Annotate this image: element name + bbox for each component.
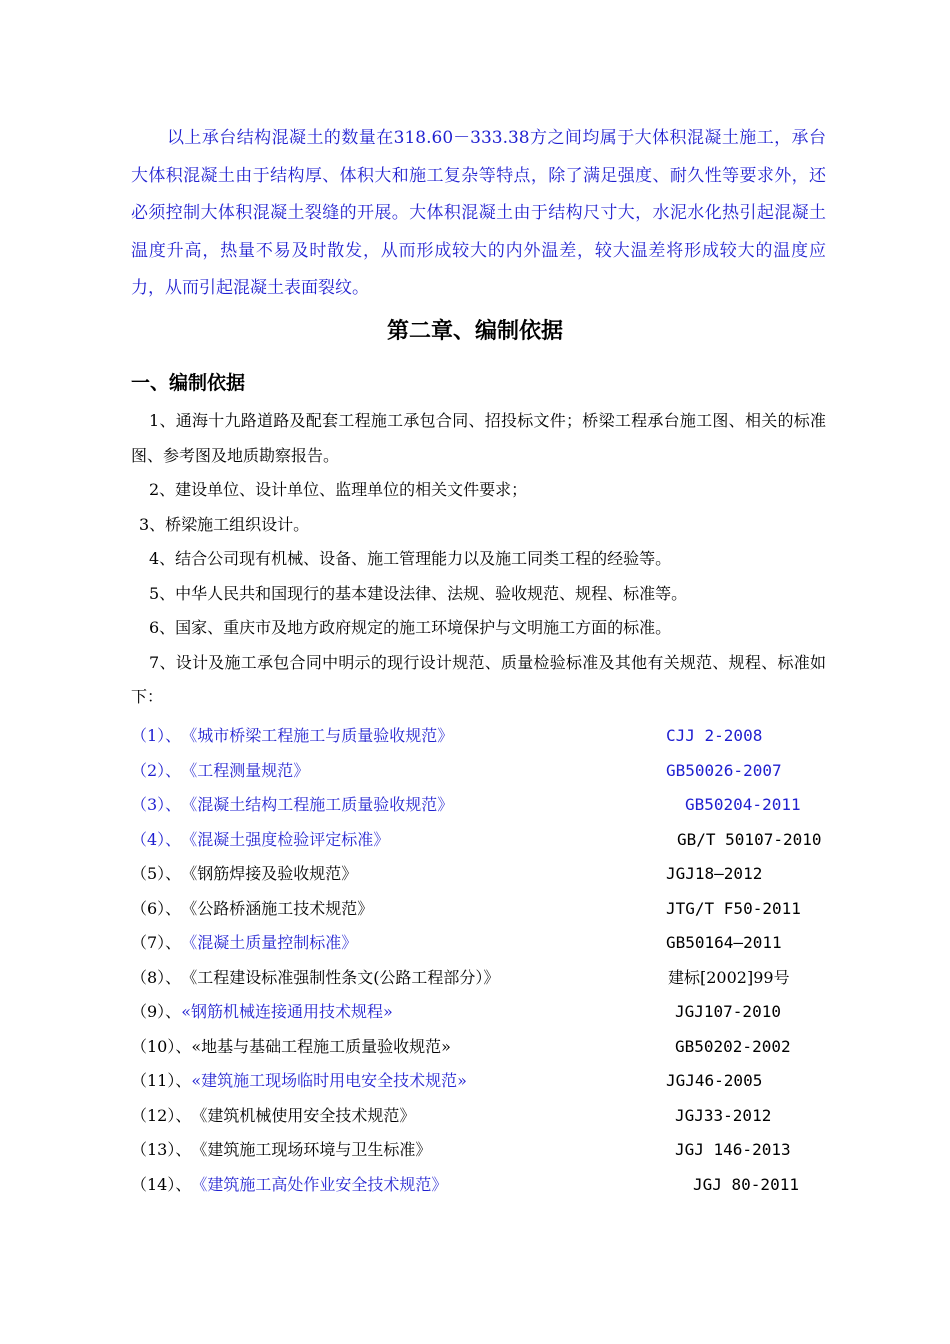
standard-number: （8）、 — [131, 967, 182, 987]
standard-title: «钢筋机械连接通用技术规程» — [181, 1002, 393, 1021]
standard-row — [131, 1030, 851, 1065]
standard-title: 《混凝土结构工程施工质量验收规范》 — [181, 795, 454, 814]
standard-code: CJJ 2-2008 — [666, 726, 763, 745]
standards-list — [131, 719, 851, 1202]
standard-number: （1）、 — [131, 726, 182, 745]
standard-row — [131, 754, 851, 789]
standard-number: （7）、 — [131, 933, 182, 952]
standard-code: JTG/T F50-2011 — [666, 898, 801, 918]
standard-number: （10）、 — [131, 1036, 192, 1056]
standard-number: （13）、 — [131, 1140, 192, 1159]
standard-row — [131, 1099, 851, 1134]
standard-number: （6）、 — [131, 898, 182, 918]
standard-number: （5）、 — [131, 864, 182, 883]
standard-code: GB50204-2011 — [685, 795, 801, 814]
standard-row — [131, 926, 851, 961]
standard-code: GB50164—2011 — [666, 933, 782, 952]
standard-code: 建标[2002]99号 — [668, 967, 790, 987]
standard-title: 《城市桥梁工程施工与质量验收规范》 — [181, 726, 454, 745]
standard-row — [131, 1133, 851, 1168]
basis-item: 4、结合公司现有机械、设备、施工管理能力以及施工同类工程的经验等。 — [149, 549, 672, 568]
standard-row — [131, 788, 851, 823]
standard-number: （14）、 — [131, 1174, 192, 1194]
standard-code: GB/T 50107-2010 — [677, 829, 822, 849]
standard-title: 《建筑施工高处作业安全技术规范》 — [191, 1174, 448, 1194]
standard-title: 《建筑机械使用安全技术规范》 — [191, 1105, 416, 1125]
basis-item: 3、桥梁施工组织设计。 — [139, 514, 310, 534]
standard-number: （12）、 — [131, 1105, 192, 1125]
standard-row — [131, 719, 851, 754]
standard-title: «建筑施工现场临时用电安全技术规范» — [191, 1071, 467, 1090]
standard-title: 《工程测量规范》 — [181, 760, 310, 780]
standard-number: （9）、 — [131, 1002, 182, 1021]
basis-item: 6、国家、重庆市及地方政府规定的施工环境保护与文明施工方面的标准。 — [149, 618, 672, 637]
standard-code: JGJ107-2010 — [675, 1002, 781, 1021]
standard-row — [131, 823, 851, 858]
section-title: 一、编制依据 — [131, 372, 246, 394]
basis-list — [131, 404, 826, 715]
standard-number: （4）、 — [131, 829, 182, 849]
basis-item: 5、中华人民共和国现行的基本建设法律、法规、验收规范、规程、标准等。 — [149, 583, 688, 603]
chapter-title: 第二章、编制依据 — [386, 319, 563, 344]
standard-title: «地基与基础工程施工质量验收规范» — [191, 1036, 451, 1056]
standard-number: （3）、 — [131, 795, 182, 814]
basis-item: 2、建设单位、设计单位、监理单位的相关文件要求； — [149, 480, 528, 499]
basis-item: 1、通海十九路道路及配套工程施工承包合同、招投标文件；桥梁工程承台施工图、相关的标准图、参考图及地质勘察报告。 — [131, 411, 826, 465]
standard-number: （2）、 — [131, 760, 182, 780]
standard-title: 《钢筋焊接及验收规范》 — [181, 864, 358, 883]
standard-title: 《建筑施工现场环境与卫生标准》 — [191, 1140, 432, 1159]
standard-number: （11）、 — [131, 1071, 192, 1090]
standard-title: 《混凝土质量控制标准》 — [181, 933, 358, 952]
standard-row — [131, 857, 851, 892]
intro-paragraph: 以上承台结构混凝土的数量在318.60－333.38方之间均属于大体积混凝土施工，承台大体积混凝土由于结构厚、体积大和施工复杂等特点，除了满足强度、耐久性等要求外，还必须控制大体积混凝土裂缝的开展。大体积混凝土由于结构尺寸大，水泥水化热引起混凝土温度升高，热量不易及时散发，从而形成较大的内外温差，较大温差将形成较大的温度应力，从而引起混凝土表面裂纹。 — [131, 128, 826, 298]
standard-code: GB50026-2007 — [666, 760, 782, 780]
standard-row — [131, 1064, 851, 1099]
standard-code: JGJ 80-2011 — [693, 1174, 799, 1194]
standard-row — [131, 1168, 851, 1203]
standard-title: 《工程建设标准强制性条文(公路工程部分）》 — [181, 967, 500, 987]
standard-row — [131, 961, 851, 996]
standard-title: 《混凝土强度检验评定标准》 — [181, 829, 390, 849]
standard-code: JGJ33-2012 — [675, 1105, 772, 1125]
standard-code: JGJ 146-2013 — [675, 1140, 791, 1159]
basis-item: 7、设计及施工承包合同中明示的现行设计规范、质量检验标准及其他有关规范、规程、标准如下： — [131, 652, 826, 706]
standard-row — [131, 892, 851, 927]
standard-row — [131, 995, 851, 1030]
standard-title: 《公路桥涵施工技术规范》 — [181, 898, 374, 918]
standard-code: GB50202-2002 — [675, 1036, 791, 1056]
standard-code: JGJ46-2005 — [666, 1071, 763, 1090]
standard-code: JGJ18—2012 — [666, 864, 763, 883]
